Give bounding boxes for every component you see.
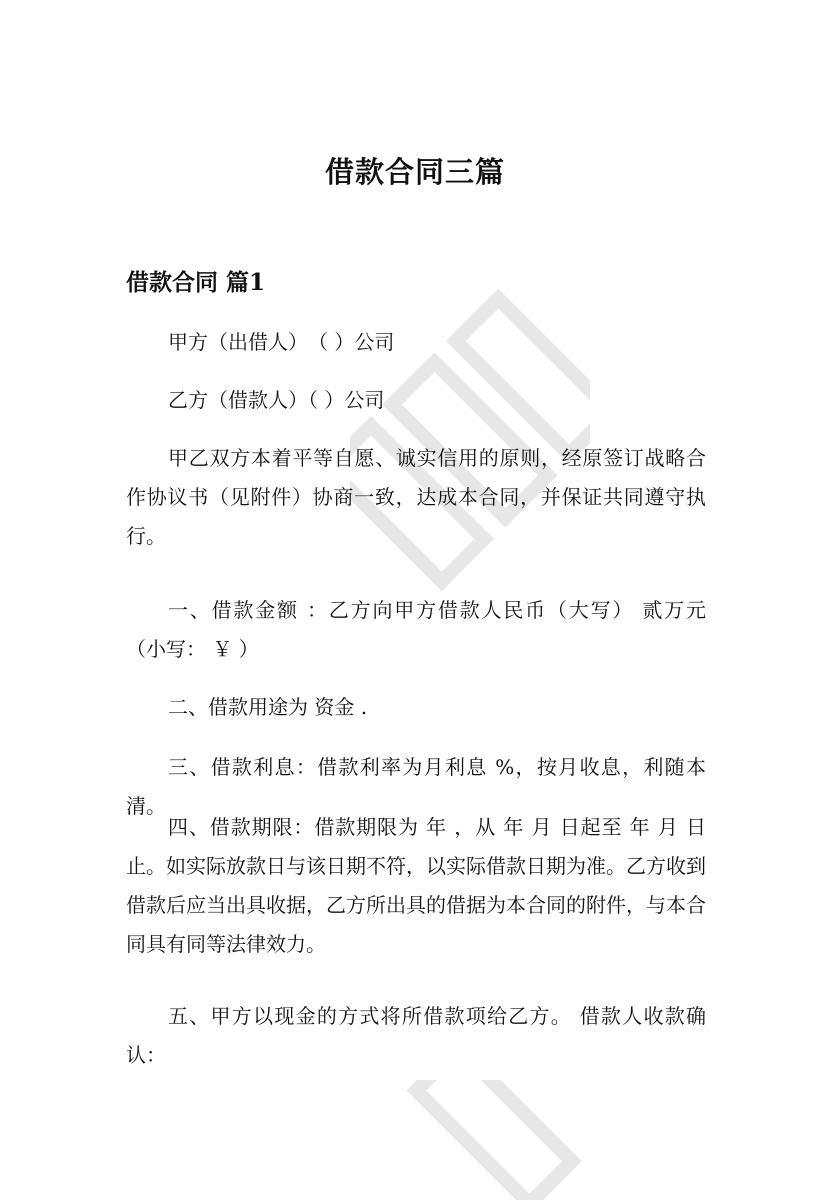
document-title: 借款合同三篇	[324, 155, 505, 189]
party-b-line: 乙方（借款人）（ ）公司	[168, 388, 385, 412]
clause-loan-interest: 三、借款利息：借款利率为月利息 %，按月收息，利随本清。	[126, 755, 706, 818]
watermark-logo-icon	[360, 1080, 600, 1200]
preamble-paragraph: 甲乙双方本着平等自愿、诚实信用的原则，经原签订战略合作协议书（见附件）协商一致，达成本合同，并保证共同遵守执行。	[126, 446, 706, 548]
section-heading: 借款合同 篇1	[126, 269, 266, 296]
clause-loan-purpose: 二、借款用途为 资金 .	[168, 695, 368, 719]
clause-disbursement: 五、甲方以现金的方式将所借款项给乙方。 借款人收款确认：	[126, 1004, 706, 1067]
clause-loan-term: 四、借款期限：借款期限为 年 ，从 年 月 日起至 年 月 日止。如实际放款日与该日期不符，以实际借款日期为准。乙方收到借款后应当出具收据，乙方所出具的借据为本合同的附件，与本合同具有同等法律效力。	[126, 815, 706, 956]
clause-loan-amount: 一、借款金额 ：乙方向甲方借款人民币（大写） 贰万元 （小写： ￥ ）	[126, 598, 706, 661]
party-a-line: 甲方（出借人） （ ）公司	[168, 330, 395, 354]
